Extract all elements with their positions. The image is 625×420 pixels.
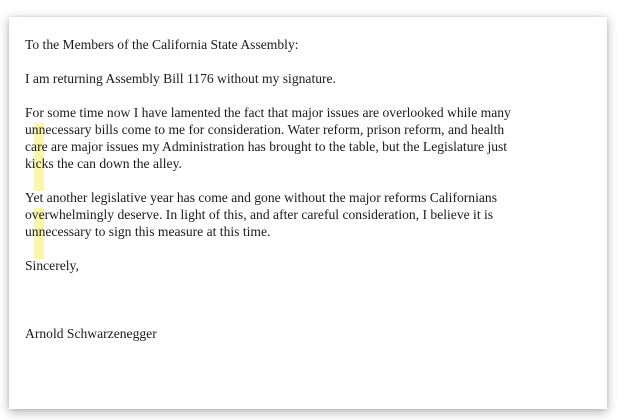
salutation: To the Members of the California State Assembly:	[25, 37, 299, 52]
letter-body	[25, 36, 585, 342]
paragraph-1-line: care are major issues my Administration has brought to the table, but the Legislature just	[25, 139, 508, 154]
paragraph-1-line: kicks the can down the alley.	[25, 156, 182, 171]
paragraph-1-line: unnecessary bills come to me for consideration. Water reform, prison reform, and health	[25, 122, 505, 137]
paragraph-2-line: overwhelmingly deserve. In light of this, and after careful consideration, I believe it is	[25, 207, 494, 222]
paragraph-1	[25, 104, 585, 172]
paragraph-2-line: Yet another legislative year has come and gone without the major reforms Californians	[25, 190, 498, 205]
paragraph-1-line: For some time now I have lamented the fact that major issues are overlooked while many	[25, 105, 511, 120]
signature-space	[25, 274, 585, 325]
signature-name: Arnold Schwarzenegger	[25, 326, 157, 341]
closing: Sincerely,	[25, 258, 79, 273]
paragraph-2	[25, 189, 585, 240]
opening-sentence: I am returning Assembly Bill 1176 without my signature.	[25, 71, 336, 86]
paragraph-2-line: unnecessary to sign this measure at this time.	[25, 224, 271, 239]
